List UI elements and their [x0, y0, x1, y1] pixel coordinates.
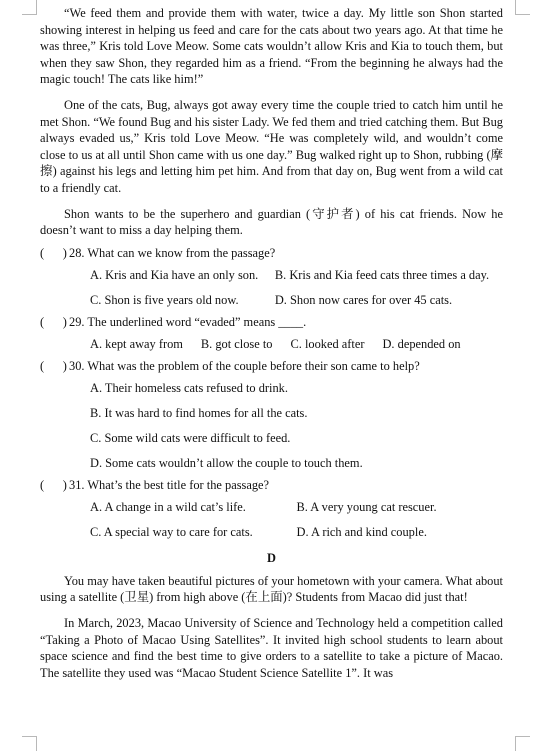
- option-d[interactable]: D. Shon now cares for over 45 cats.: [274, 292, 453, 307]
- passage-paragraph: In March, 2023, Macao University of Science and Technology held a competition called “Taking a Photo of Macao Using Satellites”. It invited high school students to learn about space science and find the best time to give orders to a satellite to take a picture of Macao. The satellite they used was “Macao Student Science Satellite 1”. It was: [40, 615, 503, 680]
- option-c[interactable]: C. A special way to care for cats.: [90, 524, 253, 539]
- passage-paragraph: You may have taken beautiful pictures of your hometown with your camera. What about using a satellite (卫星) from high above (在上面)? Students from Macao did just that!: [40, 573, 503, 605]
- option-b[interactable]: B. A very young cat rescuer.: [296, 499, 437, 514]
- question-stem: 29. The underlined word “evaded” means ____.: [69, 314, 307, 329]
- option-c[interactable]: C. Shon is five years old now.: [90, 292, 239, 307]
- option-b[interactable]: B. It was hard to find homes for all the cats.: [90, 405, 308, 420]
- option-d[interactable]: D. A rich and kind couple.: [296, 524, 427, 539]
- passage-paragraph: “We feed them and provide them with water, twice a day. My little son Shon started showing interest in helping us feed and care for the cats about two years ago. At that time he was three,” Kris told Love Meow. Some cats wouldn’t allow Kris and Kia to touch them, but when they saw Shon, they regarded him as a friend. “From the beginning he always had the magic touch! The cats like him!”: [40, 6, 503, 87]
- options-row: [90, 332, 503, 357]
- page-corner-mark: [515, 736, 530, 751]
- answer-blank[interactable]: ( ): [40, 358, 67, 373]
- question-stem: 31. What’s the best title for the passage?: [69, 477, 270, 492]
- option-c[interactable]: C. Some wild cats were difficult to feed.: [90, 430, 291, 445]
- option-b[interactable]: B. got close to: [200, 336, 273, 351]
- page-corner-mark: [22, 736, 37, 751]
- options-row: [90, 263, 503, 288]
- option-a[interactable]: A. A change in a wild cat’s life.: [90, 499, 246, 514]
- page-corner-mark: [22, 0, 37, 15]
- passage-paragraph: One of the cats, Bug, always got away every time the couple tried to catch him until he met Shon. “We found Bug and his sister Lady. We fed them and tried catching them. But Bug always evaded us,” Kris told Love Meow. “He was completely wild, and wouldn’t come close to us at all until Shon came with us one day.” Bug walked right up to Shon, rubbing (摩擦) against his legs and letting him pet him. And from that day on, Bug went from a wild cat to a friendly cat.: [40, 97, 503, 195]
- option-a[interactable]: A. kept away from: [90, 336, 183, 351]
- option-a[interactable]: A. Their homeless cats refused to drink.: [90, 380, 288, 395]
- passage-paragraph: Shon wants to be the superhero and guardian (守护者) of his cat friends. Now he doesn’t want to miss a day helping them.: [40, 206, 503, 238]
- question-28: [40, 244, 503, 263]
- option-a[interactable]: A. Kris and Kia have an only son.: [90, 267, 259, 282]
- option-d[interactable]: D. Some cats wouldn’t allow the couple to touch them.: [90, 455, 363, 470]
- question-29: [40, 313, 503, 332]
- options-row: [90, 495, 503, 520]
- option-c[interactable]: C. looked after: [290, 336, 365, 351]
- answer-blank[interactable]: ( ): [40, 477, 67, 492]
- option-d[interactable]: D. depended on: [382, 336, 461, 351]
- answer-blank[interactable]: ( ): [40, 245, 67, 260]
- question-31: [40, 476, 503, 495]
- document-body: [40, 5, 503, 681]
- option-b[interactable]: B. Kris and Kia feed cats three times a day.: [274, 267, 490, 282]
- section-label: D: [267, 550, 276, 565]
- options-row: [90, 288, 503, 313]
- question-stem: 30. What was the problem of the couple before their son came to help?: [69, 358, 420, 373]
- question-stem: 28. What can we know from the passage?: [69, 245, 276, 260]
- page-corner-mark: [515, 0, 530, 15]
- answer-blank[interactable]: ( ): [40, 314, 67, 329]
- question-30: [40, 357, 503, 376]
- options-row: [90, 520, 503, 545]
